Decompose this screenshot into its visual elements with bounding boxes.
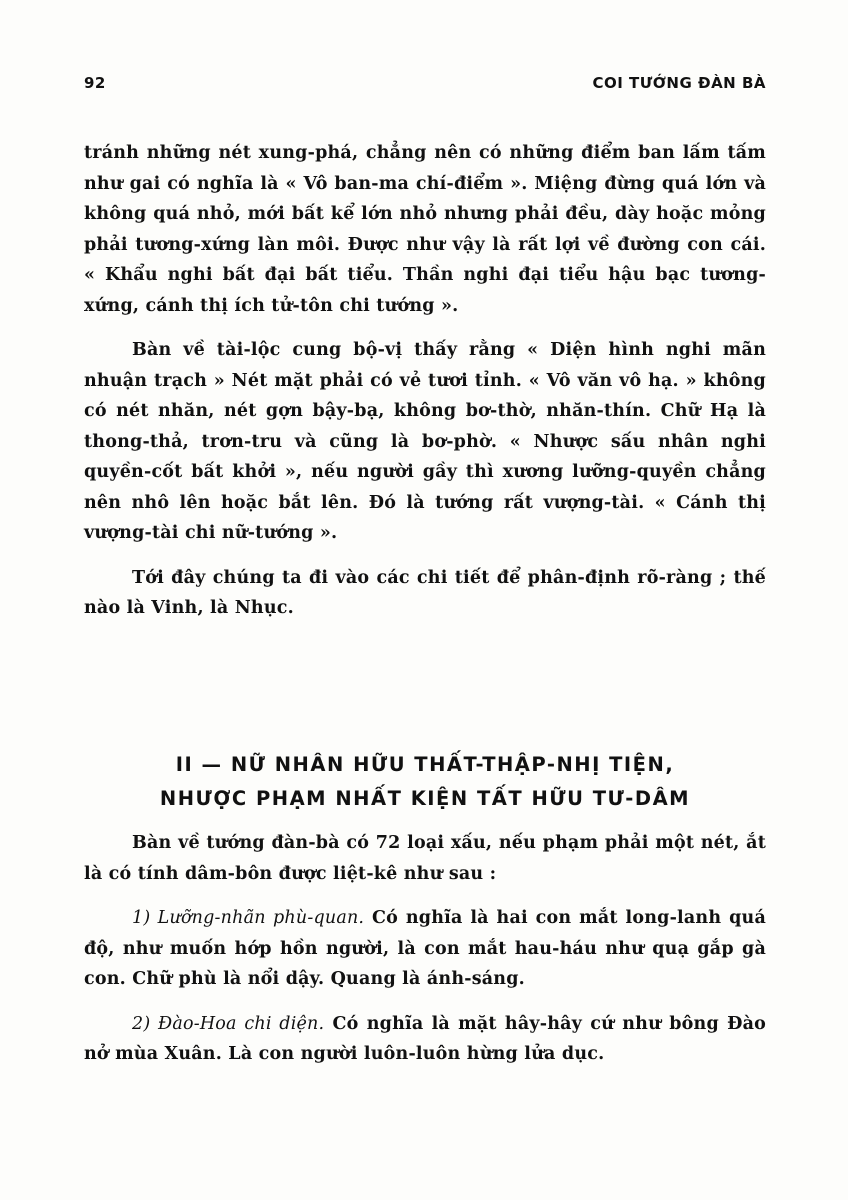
section-heading	[84, 748, 766, 816]
paragraph-tai-loc: Bàn về tài-lộc cung bộ-vị thấy rằng « Diện hình nghi mãn nhuận trạch » Nét mặt phải có vẻ tươi tỉnh. « Vô văn vô hạ. » không có nét nhăn, nét gợn bậy-bạ, không bơ-thờ, nhăn-thín. Chữ Hạ là thong-thả, trơn-tru và cũng là bơ-phờ. « Nhược sấu nhân nghi quyền-cốt bất khởi », nếu người gầy thì xương lưỡng-quyền chẳng nên nhô lên hoặc bắt lên. Đó là tướng rất vượng-tài. « Cánh thị vượng-tài chi nữ-tướng ».	[84, 340, 766, 543]
item-term: 2) Đào-Hoa chi diện.	[132, 1013, 325, 1034]
section-heading-line-2: NHƯỢC PHẠM NHẤT KIỆN TẤT HỮU TƯ-DÂM	[159, 787, 691, 810]
section-heading-line-1: II — NỮ NHÂN HỮU THẤT-THẬP-NHỊ TIỆN,	[175, 753, 675, 776]
item-term: 1) Lưỡng-nhãn phù-quan.	[132, 908, 365, 928]
page-header	[84, 74, 766, 98]
item-text: Có nghĩa là hai con mắt long-lanh quá độ, như muốn hớp hồn người, là con mắt hau-háu như quạ gắp gà con. Chữ phù là nổi dậy. Quang là ánh-sáng.	[84, 908, 766, 989]
body-text	[84, 138, 766, 638]
page-number: 92	[84, 74, 106, 92]
paragraph-transition: Tới đây chúng ta đi vào các chi tiết để phân-định rõ-ràng ; thế nào là Vinh, là Nhục.	[84, 567, 766, 618]
section-intro-paragraph: Bàn về tướng đàn-bà có 72 loại xấu, nếu phạm phải một nét, ắt là có tính dâm-bôn được liệt-kê như sau :	[84, 833, 766, 884]
list-item	[84, 1009, 766, 1070]
running-head: COI TƯỚNG ĐÀN BÀ	[592, 74, 766, 92]
paragraph-continuation: tránh những nét xung-phá, chẳng nên có những điểm ban lấm tấm như gai có nghĩa là « Vô ban-ma chí-điểm ». Miệng đừng quá lớn và không quá nhỏ, mới bất kể lớn nhỏ nhưng phải đều, dày hoặc mỏng phải tương-xứng làn môi. Được như vậy là rất lợi về đường con cái. « Khẩu nghi bất đại bất tiểu. Thần nghi đại tiểu hậu bạc tương-xứng, cánh thị ích tử-tôn chi tướng ».	[84, 143, 766, 316]
section-body	[84, 828, 766, 1084]
list-item	[84, 903, 766, 995]
item-text: Có nghĩa là mặt hây-hây cứ như bông Đào nở mùa Xuân. Là con người luôn-luôn hừng lửa dục.	[84, 1013, 767, 1064]
